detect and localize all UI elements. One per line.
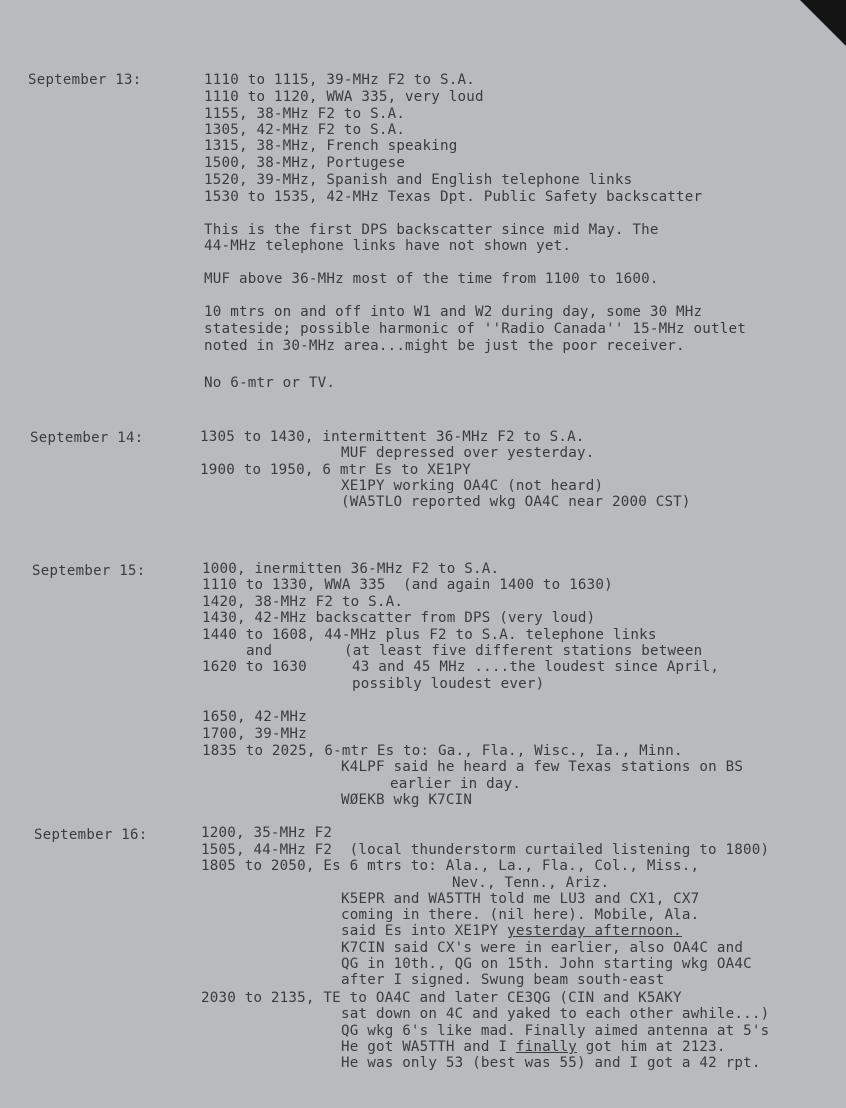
entry-line: XE1PY working OA4C (not heard) [341, 478, 604, 494]
entry-line: 1155, 38-MHz F2 to S.A. [204, 106, 406, 122]
entry-line: K4LPF said he heard a few Texas stations on BS [341, 759, 744, 775]
entry-line: 1305 to 1430, intermittent 36-MHz F2 to S.A. [200, 429, 585, 445]
entry-text: said Es into XE1PY [341, 923, 508, 939]
date-sep-14: September 14: [30, 430, 144, 446]
entry-line: 1700, 39-MHz [202, 726, 307, 742]
entry-line: 1650, 42-MHz [202, 709, 307, 725]
entry-line: coming in there. (nil here). Mobile, Ala. [341, 907, 700, 923]
entry-line: 1520, 39-MHz, Spanish and English telephone links [204, 172, 633, 188]
entry-line: 1110 to 1120, WWA 335, very loud [204, 89, 484, 105]
date-sep-13: September 13: [28, 72, 142, 88]
entry-line: after I signed. Swung beam south-east [341, 972, 665, 988]
entry-line: (at least five different stations between [344, 643, 703, 659]
entry-line: 1505, 44-MHz F2 (local thunderstorm curtailed listening to 1800) [201, 842, 770, 858]
entry-line: 43 and 45 MHz ....the loudest since April, [352, 659, 720, 675]
entry-line: QG in 10th., QG on 15th. John starting wkg OA4C [341, 956, 752, 972]
entry-line: 1530 to 1535, 42-MHz Texas Dpt. Public Safety backscatter [204, 189, 703, 205]
entry-line: K5EPR and WA5TTH told me LU3 and CX1, CX7 [341, 891, 700, 907]
entry-line: MUF depressed over yesterday. [341, 445, 595, 461]
torn-corner [800, 0, 846, 46]
underlined-text: yesterday afternoon. [507, 923, 682, 939]
entry-line: K7CIN said CX's were in earlier, also OA4C and [341, 940, 744, 956]
entry-line: 1200, 35-MHz F2 [201, 825, 333, 841]
entry-line: QG wkg 6's like mad. Finally aimed antenna at 5's [341, 1023, 770, 1039]
note-line: This is the first DPS backscatter since mid May. The [204, 222, 659, 238]
date-sep-15: September 15: [32, 563, 146, 579]
entry-line: 1000, inermitten 36-MHz F2 to S.A. [202, 561, 500, 577]
entry-line: 1305, 42-MHz F2 to S.A. [204, 122, 406, 138]
entry-line: Nev., Tenn., Ariz. [452, 875, 610, 891]
entry-line: WØEKB wkg K7CIN [341, 792, 473, 808]
entry-line: (WA5TLO reported wkg OA4C near 2000 CST) [341, 494, 691, 510]
entry-line: possibly loudest ever) [352, 676, 545, 692]
entry-line: 1500, 38-MHz, Portugese [204, 155, 406, 171]
entry-line: sat down on 4C and yaked to each other awhile...) [341, 1006, 770, 1022]
entry-line: earlier in day. [390, 776, 522, 792]
entry-line [341, 923, 682, 940]
entry-line: 1315, 38-MHz, French speaking [204, 138, 458, 154]
entry-line: 1110 to 1115, 39-MHz F2 to S.A. [204, 72, 475, 88]
note-line: 10 mtrs on and off into W1 and W2 during day, some 30 MHz [204, 304, 703, 320]
entry-line: and [246, 643, 273, 659]
note-line: stateside; possible harmonic of ''Radio Canada'' 15-MHz outlet [204, 321, 746, 337]
note-line: No 6-mtr or TV. [204, 375, 336, 391]
underlined-text: finally [515, 1039, 578, 1055]
entry-text: He got WA5TTH and I [341, 1039, 516, 1055]
entry-text: got him at 2123. [577, 1039, 726, 1055]
note-line: noted in 30-MHz area...might be just the poor receiver. [204, 338, 685, 354]
entry-line: 1900 to 1950, 6 mtr Es to XE1PY [200, 462, 471, 478]
entry-line: 1620 to 1630 [202, 659, 307, 675]
note-line: 44-MHz telephone links have not shown yet. [204, 238, 572, 254]
entry-line: 1835 to 2025, 6-mtr Es to: Ga., Fla., Wisc., Ia., Minn. [202, 743, 683, 759]
note-line: MUF above 36-MHz most of the time from 1100 to 1600. [204, 271, 659, 287]
entry-line: 1420, 38-MHz F2 to S.A. [202, 594, 404, 610]
date-sep-16: September 16: [34, 827, 148, 843]
entry-line [341, 1039, 726, 1056]
entry-line: 1430, 42-MHz backscatter from DPS (very loud) [202, 610, 596, 626]
entry-line: 1805 to 2050, Es 6 mtrs to: Ala., La., Fla., Col., Miss., [201, 858, 700, 874]
entry-line: 2030 to 2135, TE to OA4C and later CE3QG (CIN and K5AKY [201, 990, 682, 1006]
entry-line: 1110 to 1330, WWA 335 (and again 1400 to 1630) [202, 577, 613, 593]
entry-line: He was only 53 (best was 55) and I got a 42 rpt. [341, 1055, 761, 1071]
entry-line: 1440 to 1608, 44-MHz plus F2 to S.A. telephone links [202, 627, 657, 643]
